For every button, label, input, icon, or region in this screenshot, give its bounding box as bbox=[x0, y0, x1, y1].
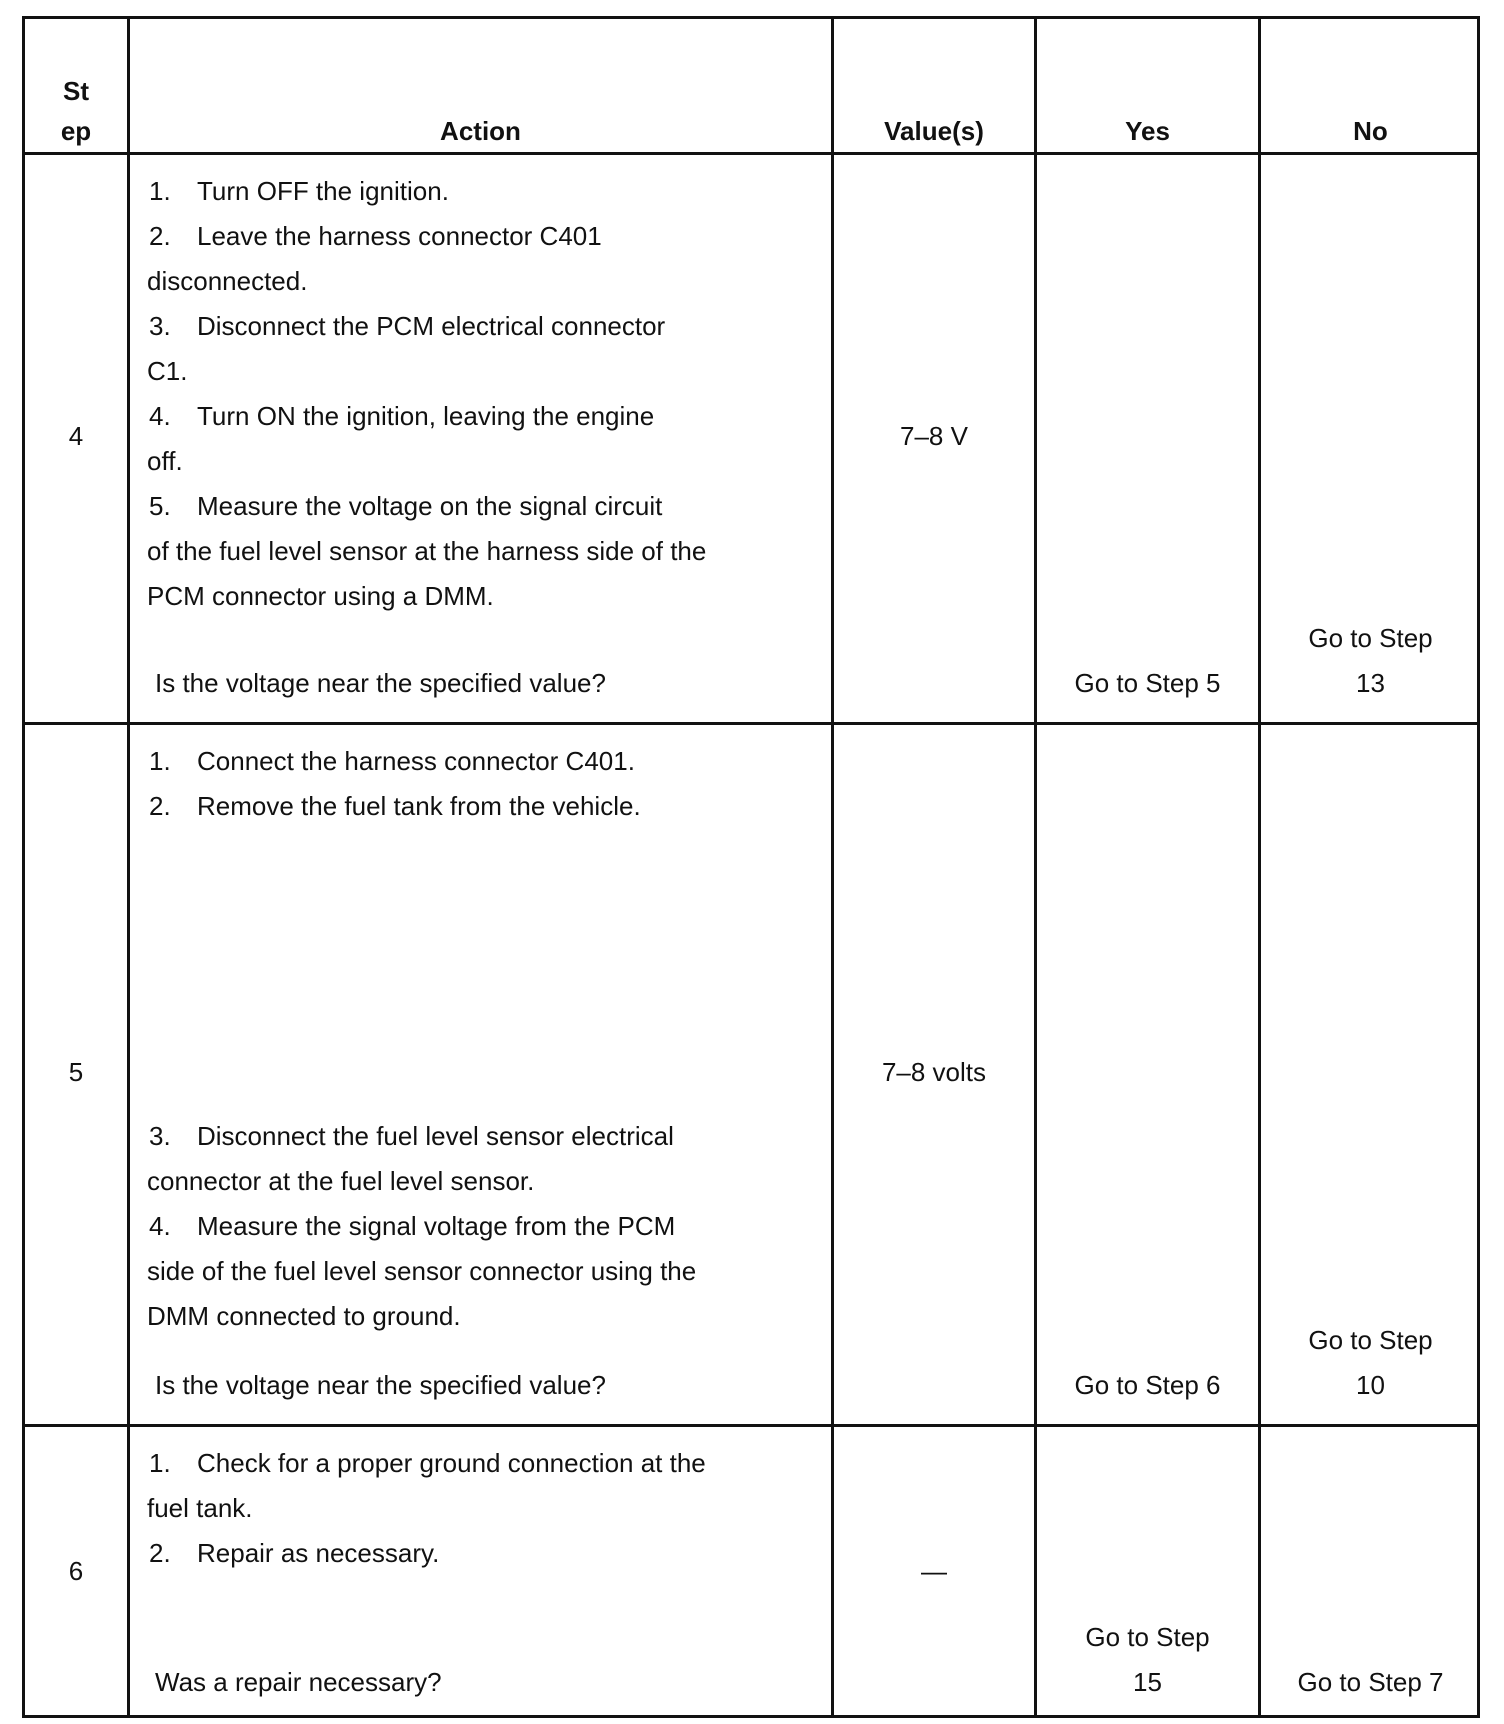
row-4-action-4-num: 4. bbox=[149, 401, 171, 431]
col-divider-yes bbox=[1258, 19, 1261, 1715]
header-no: No bbox=[1353, 116, 1388, 146]
row-6-question: Was a repair necessary? bbox=[155, 1667, 442, 1697]
row-5-action-1-text: Connect the harness connector C401. bbox=[197, 746, 635, 776]
row-4-action-1-num: 1. bbox=[149, 176, 171, 206]
row-5-action-4-cont: side of the fuel level sensor connector using the bbox=[147, 1256, 697, 1286]
row-6-action-2 bbox=[145, 1531, 439, 1576]
row-divider-step5 bbox=[25, 1424, 1477, 1427]
row-5-action-4-num: 4. bbox=[149, 1211, 171, 1241]
row-4-action-2-text: Leave the harness connector C401 bbox=[197, 221, 602, 251]
header-yes: Yes bbox=[1125, 116, 1170, 146]
row-5-action-4 bbox=[145, 1204, 675, 1249]
row-5-action-3-num: 3. bbox=[149, 1121, 171, 1151]
row-4-action-4 bbox=[145, 394, 654, 439]
diagnostic-table bbox=[22, 16, 1480, 1718]
row-divider-step4 bbox=[25, 722, 1477, 725]
row-5-action-1-num: 1. bbox=[149, 746, 171, 776]
row-4-action-5 bbox=[145, 484, 662, 529]
row-4-yes: Go to Step 5 bbox=[1074, 668, 1221, 698]
row-5-no-line1: Go to Step bbox=[1308, 1325, 1433, 1355]
row-4-no-line1: Go to Step bbox=[1308, 623, 1433, 653]
row-5-action-2-num: 2. bbox=[149, 791, 171, 821]
row-4-question: Is the voltage near the specified value? bbox=[155, 668, 606, 698]
row-4-value: 7–8 V bbox=[900, 421, 968, 451]
row-6-step: 6 bbox=[68, 1556, 84, 1586]
header-step-line2: ep bbox=[60, 116, 92, 146]
row-5-action-3 bbox=[145, 1114, 674, 1159]
row-4-action-3-text: Disconnect the PCM electrical connector bbox=[197, 311, 666, 341]
row-6-no: Go to Step 7 bbox=[1297, 1667, 1444, 1697]
row-5-action-3-text: Disconnect the fuel level sensor electrical bbox=[197, 1121, 674, 1151]
row-4-action-5-cont: of the fuel level sensor at the harness side of the bbox=[147, 536, 707, 566]
row-4-action-5-text: Measure the voltage on the signal circuit bbox=[197, 491, 663, 521]
row-4-action-5-num: 5. bbox=[149, 491, 171, 521]
row-4-action-5-cont2: PCM connector using a DMM. bbox=[147, 581, 494, 611]
col-divider-action bbox=[831, 19, 834, 1715]
row-6-value: — bbox=[921, 1556, 947, 1586]
row-6-yes-line2: 15 bbox=[1133, 1667, 1162, 1697]
row-4-action-4-cont: off. bbox=[147, 446, 183, 476]
row-6-action-2-num: 2. bbox=[149, 1538, 171, 1568]
row-4-action-3 bbox=[145, 304, 665, 349]
row-5-step: 5 bbox=[68, 1057, 84, 1087]
row-4-step: 4 bbox=[68, 421, 84, 451]
row-4-action-1-text: Turn OFF the ignition. bbox=[197, 176, 449, 206]
header-step-line1: St bbox=[63, 76, 89, 106]
header-action: Action bbox=[440, 116, 521, 146]
row-4-action-1 bbox=[145, 169, 449, 214]
row-divider-header bbox=[25, 152, 1477, 155]
row-6-action-1 bbox=[145, 1441, 706, 1486]
row-4-action-2-cont: disconnected. bbox=[147, 266, 308, 296]
row-5-yes: Go to Step 6 bbox=[1074, 1370, 1221, 1400]
row-4-action-2 bbox=[145, 214, 602, 259]
row-6-yes-line1: Go to Step bbox=[1085, 1622, 1210, 1652]
row-4-action-3-num: 3. bbox=[149, 311, 171, 341]
row-5-action-2 bbox=[145, 784, 641, 829]
col-divider-values bbox=[1034, 19, 1037, 1715]
row-5-action-3-cont: connector at the fuel level sensor. bbox=[147, 1166, 535, 1196]
header-values: Value(s) bbox=[884, 116, 984, 146]
row-6-action-1-num: 1. bbox=[149, 1448, 171, 1478]
row-5-action-4-cont2: DMM connected to ground. bbox=[147, 1301, 461, 1331]
row-5-action-2-text: Remove the fuel tank from the vehicle. bbox=[197, 791, 641, 821]
row-5-value: 7–8 volts bbox=[881, 1057, 987, 1087]
row-5-question: Is the voltage near the specified value? bbox=[155, 1370, 606, 1400]
row-4-action-3-cont: C1. bbox=[147, 356, 188, 386]
header-step bbox=[25, 71, 127, 151]
row-6-action-1-text: Check for a proper ground connection at the bbox=[197, 1448, 706, 1478]
row-5-no-line2: 10 bbox=[1356, 1370, 1385, 1400]
row-6-action-1-cont: fuel tank. bbox=[147, 1493, 253, 1523]
row-4-action-4-text: Turn ON the ignition, leaving the engine bbox=[197, 401, 655, 431]
col-divider-step bbox=[127, 19, 130, 1715]
row-5-action-1 bbox=[145, 739, 635, 784]
row-4-no-line2: 13 bbox=[1356, 668, 1385, 698]
row-6-action-2-text: Repair as necessary. bbox=[197, 1538, 440, 1568]
row-5-action-4-text: Measure the signal voltage from the PCM bbox=[197, 1211, 676, 1241]
row-4-action-2-num: 2. bbox=[149, 221, 171, 251]
